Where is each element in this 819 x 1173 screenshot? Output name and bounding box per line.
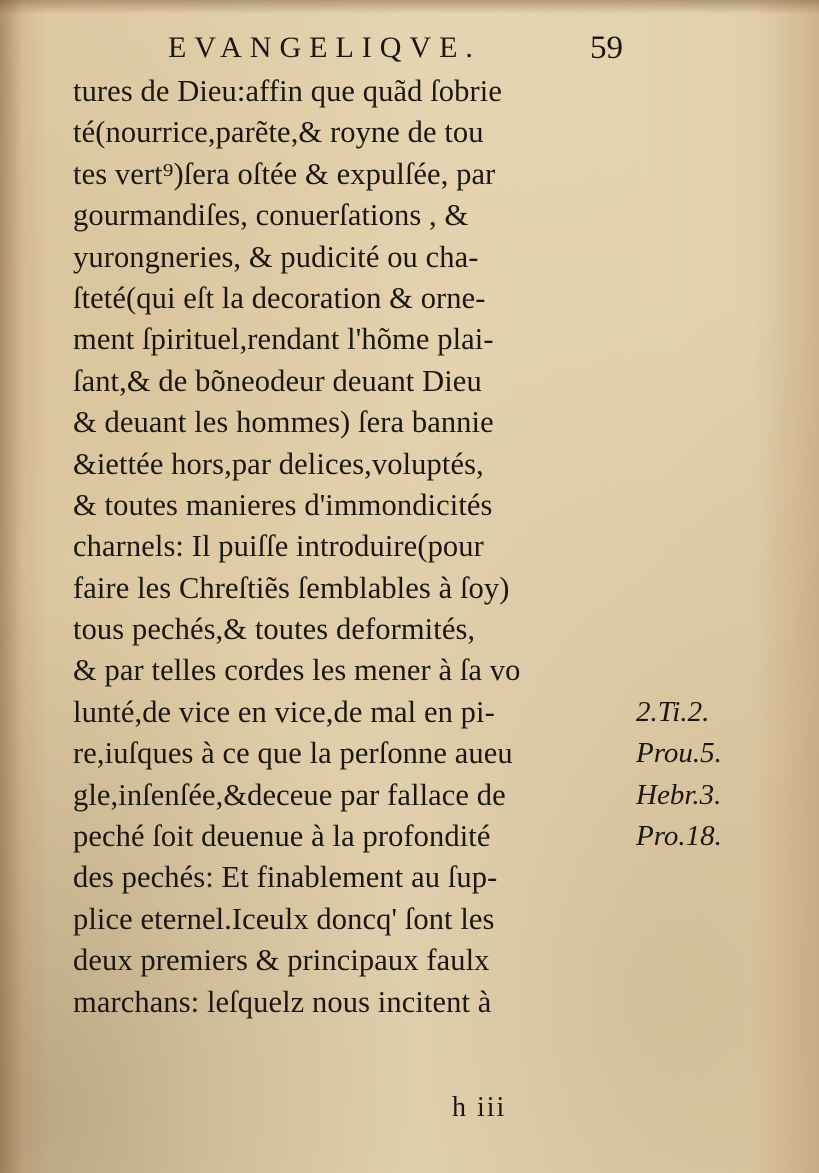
text-line: ſant,& de bõneodeur deuant Dieu [73,363,482,398]
page-top-edge [0,0,819,14]
page-number: 59 [590,30,623,66]
text-line: lunté,de vice en vice,de mal en pi- [73,694,495,729]
text-line: gle,inſenſée,&deceue par fallace de [73,777,506,812]
page-left-edge [0,0,22,1173]
page-header [0,22,819,72]
text-line: tous pechés,& toutes deformités, [73,612,476,647]
text-line: re,iuſques à ce que la perſonne aueu [73,736,513,771]
text-line: charnels: Il puiſſe introduire(pour [73,529,484,564]
running-title: EVANGELIQVE. [168,31,481,64]
text-line: & deuant les hommes) ſera bannie [73,405,494,440]
text-line: ment ſpirituel,rendant l'hõme plai- [73,322,494,357]
text-line: & toutes manieres d'immondicités [73,487,493,522]
signature-mark: h iii [452,1092,507,1123]
margin-notes [636,692,816,858]
margin-note: Hebr.3. [636,778,722,811]
margin-note: Pro.18. [636,820,722,853]
margin-note: 2.Ti.2. [636,696,710,728]
text-line: gourmandiſes, conuerſations , & [73,198,469,233]
text-line: peché ſoit deuenue à la profondité [73,819,491,854]
text-line: yurongneries, & pudicité ou cha- [73,239,479,274]
text-line: marchans: leſquelz nous incitent à [73,984,492,1019]
margin-note: Prou.5. [636,737,722,770]
text-line: deux premiers & principaux faulx [73,943,490,978]
text-line: des pechés: Et finablement au ſup- [73,860,498,895]
body-text [73,71,653,1023]
text-line: tes vert⁹)ſera oſtée & expulſée, par [73,156,496,191]
text-line: faire les Chreſtiẽs ſemblables à ſoy) [73,570,510,605]
text-line: &iettée hors,par delices,voluptés, [73,446,484,481]
text-line: & par telles cordes les mener à ſa vo [73,653,521,688]
text-line: té(nourrice,parẽte,& royne de tou [73,115,484,150]
text-line: ſteté(qui eſt la decoration & orne- [73,280,486,315]
text-line: tures de Dieu:affin que quãd ſobrie [73,74,502,108]
text-line: plice eternel.Iceulx doncq' ſont les [73,901,495,936]
